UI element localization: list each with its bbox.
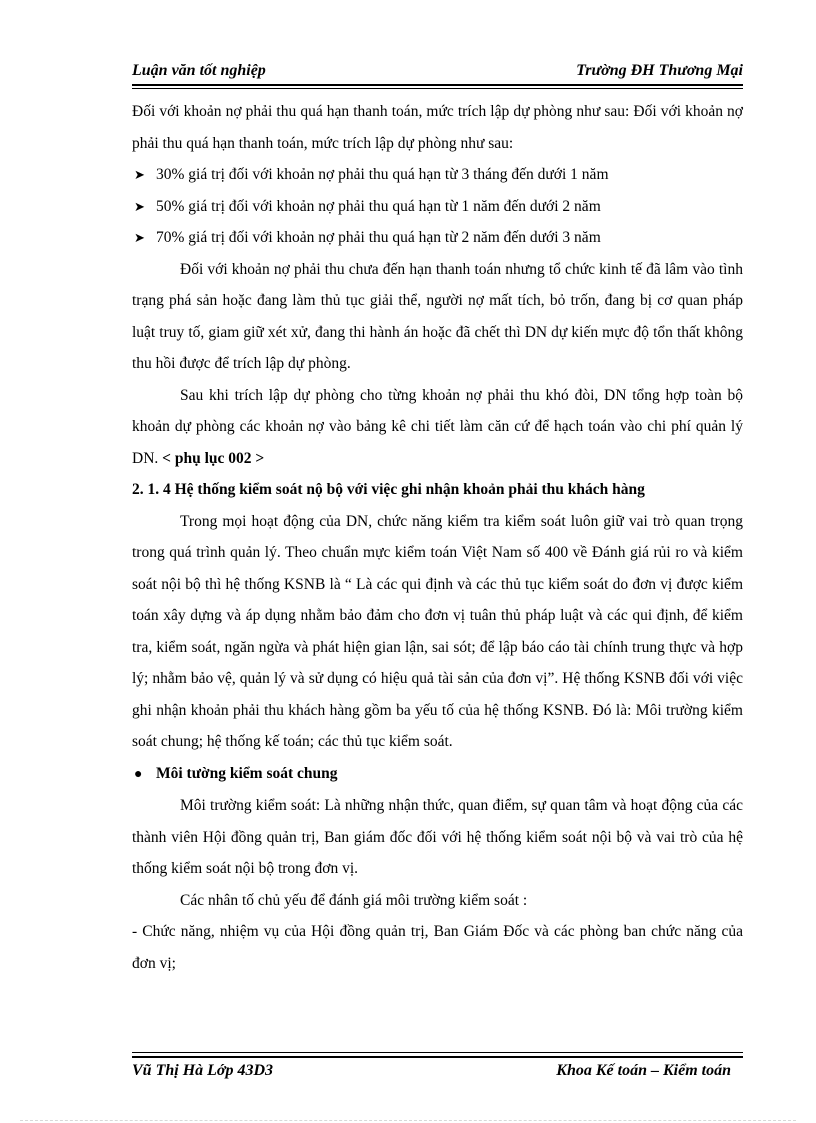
list-item (132, 159, 743, 191)
paragraph-summary (132, 380, 743, 475)
page-bottom-dashed-line (20, 1120, 796, 1121)
header-thesis-title: Luận văn tốt nghiệp (132, 62, 266, 79)
paragraph-provision-intro: Đối với khoản nợ phải thu quá hạn thanh toán, mức trích lập dự phòng như sau: Đối với khoản nợ phải thu quá hạn thanh toán, mức trích lập dự phòng như sau: (132, 103, 743, 152)
paragraph-summary-text: Sau khi trích lập dự phòng cho từng khoản nợ phải thu khó đòi, DN tổng hợp toàn bộ khoản dự phòng các khoản nợ vào bảng kê chi tiết làm căn cứ để hạch toán vào chi phí quản lý DN. (132, 386, 743, 467)
header-university: Trường ĐH Thương Mại (576, 62, 743, 79)
arrow-bullet-icon: ➤ (134, 230, 145, 245)
subheading-text: Môi tường kiểm soát chung (156, 764, 338, 782)
paragraph-control-environment: Môi trường kiểm soát: Là những nhận thức, quan điểm, sự quan tâm và hoạt động của các thành viên Hội đồng quản trị, Ban giám đốc đối với hệ thống kiểm soát nội bộ và vai trò của hệ thống kiểm soát nội bộ trong đơn vị. (132, 797, 743, 877)
header-rule-thick (132, 84, 743, 86)
dot-bullet-icon: ● (134, 766, 143, 782)
paragraph-internal-control: Trong mọi hoạt động của DN, chức năng kiểm tra kiểm soát luôn giữ vai trò quan trọng trong quá trình quản lý. Theo chuẩn mực kiểm toán Việt Nam số 400 về Đánh giá rủi ro và kiểm soát nội bộ thì hệ thống KSNB là “ Là các qui định và các thủ tục kiểm soát do đơn vị được kiểm toán xây dựng và áp dụng nhằm bảo đảm cho đơn vị tuân thủ pháp luật và các qui định, để kiểm tra, kiểm soát, ngăn ngừa và phát hiện gian lận, sai sót; để lập báo cáo tài chính trung thực và hợp lý; nhằm bảo vệ, quản lý và sử dụng có hiệu quả tài sản của đơn vị”. Hệ thống KSNB đối với việc ghi nhận khoản phải thu khách hàng gồm ba yếu tố của hệ thống KSNB. Đó là: Môi trường kiểm soát chung; hệ thống kế toán; các thủ tục kiểm soát. (132, 512, 743, 750)
subheading-item (132, 758, 743, 791)
list-item (132, 222, 743, 254)
arrow-bullet-icon: ➤ (134, 198, 145, 214)
arrow-bullet-icon: ➤ (134, 167, 145, 182)
page-header (132, 58, 743, 88)
paragraph-factor-item: - Chức năng, nhiệm vụ của Hội đồng quản trị, Ban Giám Đốc và các phòng ban chức năng của đơn vị; (132, 923, 743, 972)
page-footer (132, 1052, 743, 1092)
list-item (132, 191, 743, 223)
list-item-text: 50% giá trị đối với khoản nợ phải thu quá hạn từ 1 năm đến dưới 2 năm (156, 197, 601, 215)
footer-author: Vũ Thị Hà Lớp 43D3 (132, 1062, 274, 1079)
page-body (132, 96, 743, 979)
list-item-text: 30% giá trị đối với khoản nợ phải thu quá hạn từ 3 tháng đến dưới 1 năm (156, 166, 609, 183)
footer-rule-thick (132, 1056, 743, 1058)
paragraph-not-due: Đối với khoản nợ phải thu chưa đến hạn thanh toán nhưng tổ chức kinh tế đã lâm vào tình trạng phá sản hoặc đang làm thủ tục giải thể, người nợ mất tích, bỏ trốn, đang bị cơ quan pháp luật truy tố, giam giữ xét xử, đang thi hành án hoặc đã chết thì DN dự kiến mực độ tổn thất không thu hồi được để trích lập dự phòng. (132, 260, 743, 372)
paragraph-factors-intro: Các nhân tố chủ yếu để đánh giá môi trường kiểm soát : (180, 891, 528, 909)
footer-department: Khoa Kế toán – Kiểm toán (556, 1062, 731, 1079)
appendix-reference: < phụ lục 002 > (162, 449, 265, 467)
header-rule-thin (132, 88, 743, 89)
footer-rule-thin (132, 1052, 743, 1053)
section-heading: 2. 1. 4 Hệ thống kiểm soát nộ bộ với việc ghi nhận khoản phải thu khách hàng (132, 481, 645, 498)
list-item-text: 70% giá trị đối với khoản nợ phải thu quá hạn từ 2 năm đến dưới 3 năm (156, 229, 601, 246)
